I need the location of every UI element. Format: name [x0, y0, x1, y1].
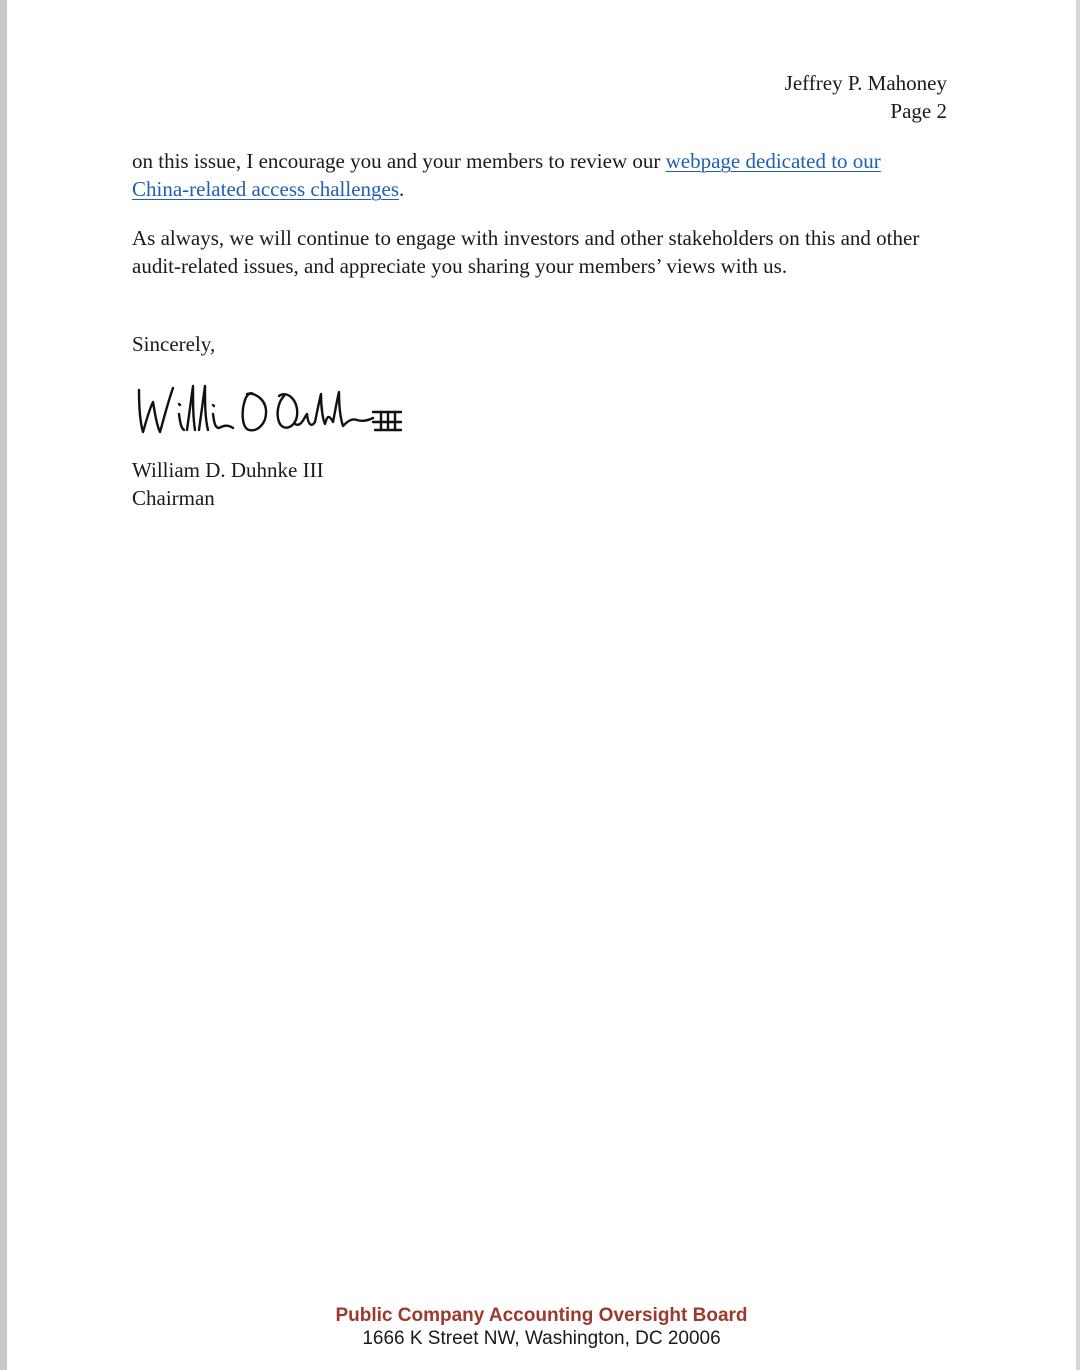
header-recipient: Jeffrey P. Mahoney — [784, 71, 947, 95]
signer-title: Chairman — [132, 486, 215, 510]
viewer-right-edge — [1076, 0, 1080, 1370]
footer-organization: Public Company Accounting Oversight Board — [335, 1305, 748, 1326]
closing-salutation: Sincerely, — [132, 332, 216, 356]
signer-block — [132, 456, 324, 512]
china-access-webpage-link[interactable]: webpage dedicated to our China-related access challenges — [132, 149, 881, 201]
page-header — [785, 69, 947, 125]
paragraph-webpage-reference — [132, 147, 932, 203]
letter-page — [7, 0, 1076, 1370]
paragraph-text: on this issue, I encourage you and your members to review our — [132, 149, 666, 173]
handwritten-signature — [129, 372, 419, 444]
footer-address: 1666 K Street NW, Washington, DC 20006 — [362, 1328, 721, 1349]
page-footer — [7, 1304, 1076, 1350]
signer-name: William D. Duhnke III — [132, 458, 324, 482]
paragraph-engagement: As always, we will continue to engage with investors and other stakeholders on this and other audit-related issues, and appreciate you sharing your members’ views with us. — [132, 226, 920, 278]
header-page-number: Page 2 — [890, 99, 947, 123]
paragraph-period: . — [399, 177, 405, 201]
viewer-left-edge — [0, 0, 7, 1370]
